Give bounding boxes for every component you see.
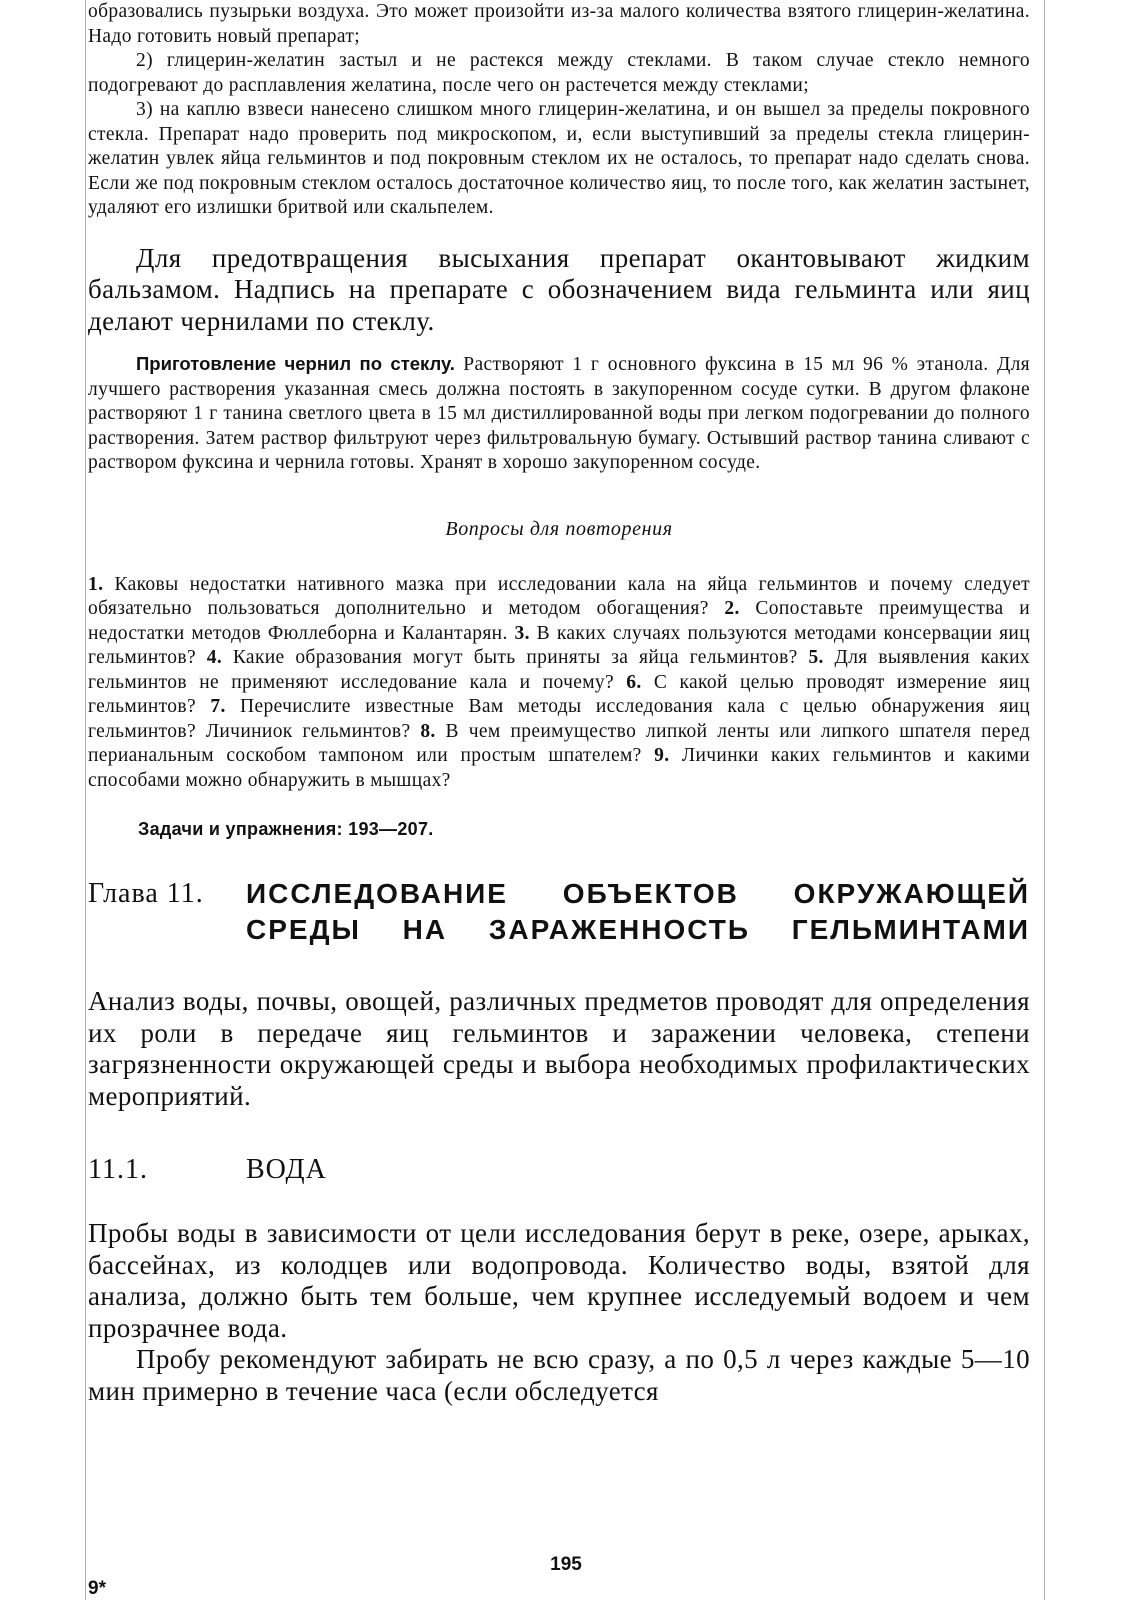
section-title: ВОДА <box>246 1154 327 1185</box>
question-number: 6. <box>626 671 642 693</box>
question-number: 2. <box>724 598 740 619</box>
section-number: 11.1. <box>88 1154 148 1185</box>
question-text: С какой целью проводят измерение яиц гельминтов? <box>88 671 1030 717</box>
tasks-reference: Задачи и упражнения: 193—207. <box>138 819 434 839</box>
left-margin-line <box>85 0 86 1600</box>
chapter-title-line-2: СРЕДЫ НА ЗАРАЖЕННОСТЬ ГЕЛЬМИНТАМИ <box>246 914 1030 945</box>
question-number: 1. <box>88 573 104 595</box>
paragraph-item-2: 2) глицерин-желатин застыл и не растекся между стеклами. В таком случае стекло немного подогревают до расплавления желатина, после чего он растечется между стеклами; <box>88 50 1030 96</box>
paragraph-ink <box>88 352 1030 476</box>
question-text: Перечислите известные Вам методы исследования кала с целью обнаружения яиц гельминтов? Личиниок гельминтов? <box>88 696 1030 742</box>
questions-list <box>88 573 1030 794</box>
questions-block <box>88 573 1030 794</box>
question-number: 3. <box>514 622 530 644</box>
top-text-block <box>88 0 1030 221</box>
ink-block <box>88 352 1030 476</box>
question-number: 8. <box>420 720 436 742</box>
section-heading <box>88 1154 1030 1186</box>
question-text: Для выявления каких гельминтов не применяют исследование кала и почему? <box>88 647 1030 693</box>
paragraph-water-1: Пробы воды в зависимости от цели исследования берут в реке, озере, арыках, бассейнах, из колодцев или водопровода. Количество воды, взятой для анализа, должно быть тем больше, чем крупнее исследуемый водоем и чем прозрачнее вода. <box>88 1218 1030 1343</box>
chapter-intro: Анализ воды, почвы, овощей, различных предметов проводят для определения их роли в передаче яиц гельминтов и заражении человека, степени загрязненности окружающей среды и выбора необходимых профилактических мероприятий. <box>88 986 1030 1111</box>
chapter-title-line-1: ИССЛЕДОВАНИЕ ОБЪЕКТОВ ОКРУЖАЮЩЕЙ <box>246 878 1030 909</box>
page-content <box>88 0 1030 1407</box>
chapter-title <box>246 876 1030 948</box>
question-text: Какие образования могут быть приняты за яйца гельминтов? <box>222 647 809 668</box>
question-text: Каковы недостатки нативного мазка при исследовании кала на яйца гельминтов и почему следует обязательно пользоваться дополнительно и методом обогащения? <box>88 573 1030 619</box>
chapter-label: Глава 11. <box>88 878 204 909</box>
question-text: В каких случаях пользуются методами консервации яиц гельминтов? <box>88 622 1030 668</box>
question-text: Сопоставьте преимущества и недостатки методов Фюллеборна и Калантарян. <box>88 598 1030 644</box>
paragraph-continuation: образовались пузырьки воздуха. Это может произойти из-за малого количества взятого глицерин-желатина. Надо готовить новый препарат; <box>88 1 1030 47</box>
question-number: 7. <box>210 696 226 717</box>
page-number: 195 <box>550 1554 582 1575</box>
ink-heading: Приготовление чернил по стеклу. <box>136 353 455 374</box>
chapter-intro-block <box>88 986 1030 1112</box>
paragraph-water-2: Пробу рекомендуют забирать не всю сразу, а по 0,5 л через каждые 5—10 мин примерно в течение часа (если обследуется <box>88 1344 1030 1406</box>
questions-title: Вопросы для повторения <box>445 517 673 540</box>
question-number: 9. <box>654 745 670 766</box>
right-margin-line <box>1044 0 1045 1600</box>
question-text: В чем преимущество липкой ленты или липкого шпателя перед перианальным соскобом тампоном или простым шпателем? <box>88 720 1031 766</box>
paragraph-balsam: Для предотвращения высыхания препарат окантовывают жидким бальзамом. Надпись на препарате с обозначением вида гельминта или яиц делают чернилами по стеклу. <box>88 242 1030 336</box>
paragraph-item-3: 3) на каплю взвеси нанесено слишком много глицерин-желатина, и он вышел за пределы покровного стекла. Препарат надо проверить под микроскопом, и, если выступивший за пределы стекла глицерин-желатин увлек яйца гельминтов и под покровным стеклом их не осталось, то препарат надо сделать снова. Если же под покровным стеклом осталось достаточное количество яиц, то после того, как желатин застынет, удаляют его излишки бритвой или скальпелем. <box>88 99 1030 218</box>
question-text: Личинки каких гельминтов и какими способами можно обнаружить в мышцах? <box>88 745 1030 791</box>
question-number: 5. <box>808 647 824 668</box>
ink-body: Растворяют 1 г основного фуксина в 15 мл 96 % этанола. Для лучшего растворения указанная смесь должна постоять в закупоренном сосуде сутки. В другом флаконе растворяют 1 г танина светлого цвета в 15 мл дистиллированной воды при легком подогревании до полного растворения. Затем раствор фильтруют через фильтровальную бумагу. Остывший раствор танина сливают с раствором фуксина и чернила готовы. Хранят в хорошо закупоренном сосуде. <box>88 354 1031 473</box>
signature-mark: 9* <box>88 1578 106 1599</box>
water-block <box>88 1218 1030 1407</box>
chapter-heading <box>88 876 1030 948</box>
question-number: 4. <box>206 647 223 668</box>
balsam-block <box>88 243 1030 338</box>
